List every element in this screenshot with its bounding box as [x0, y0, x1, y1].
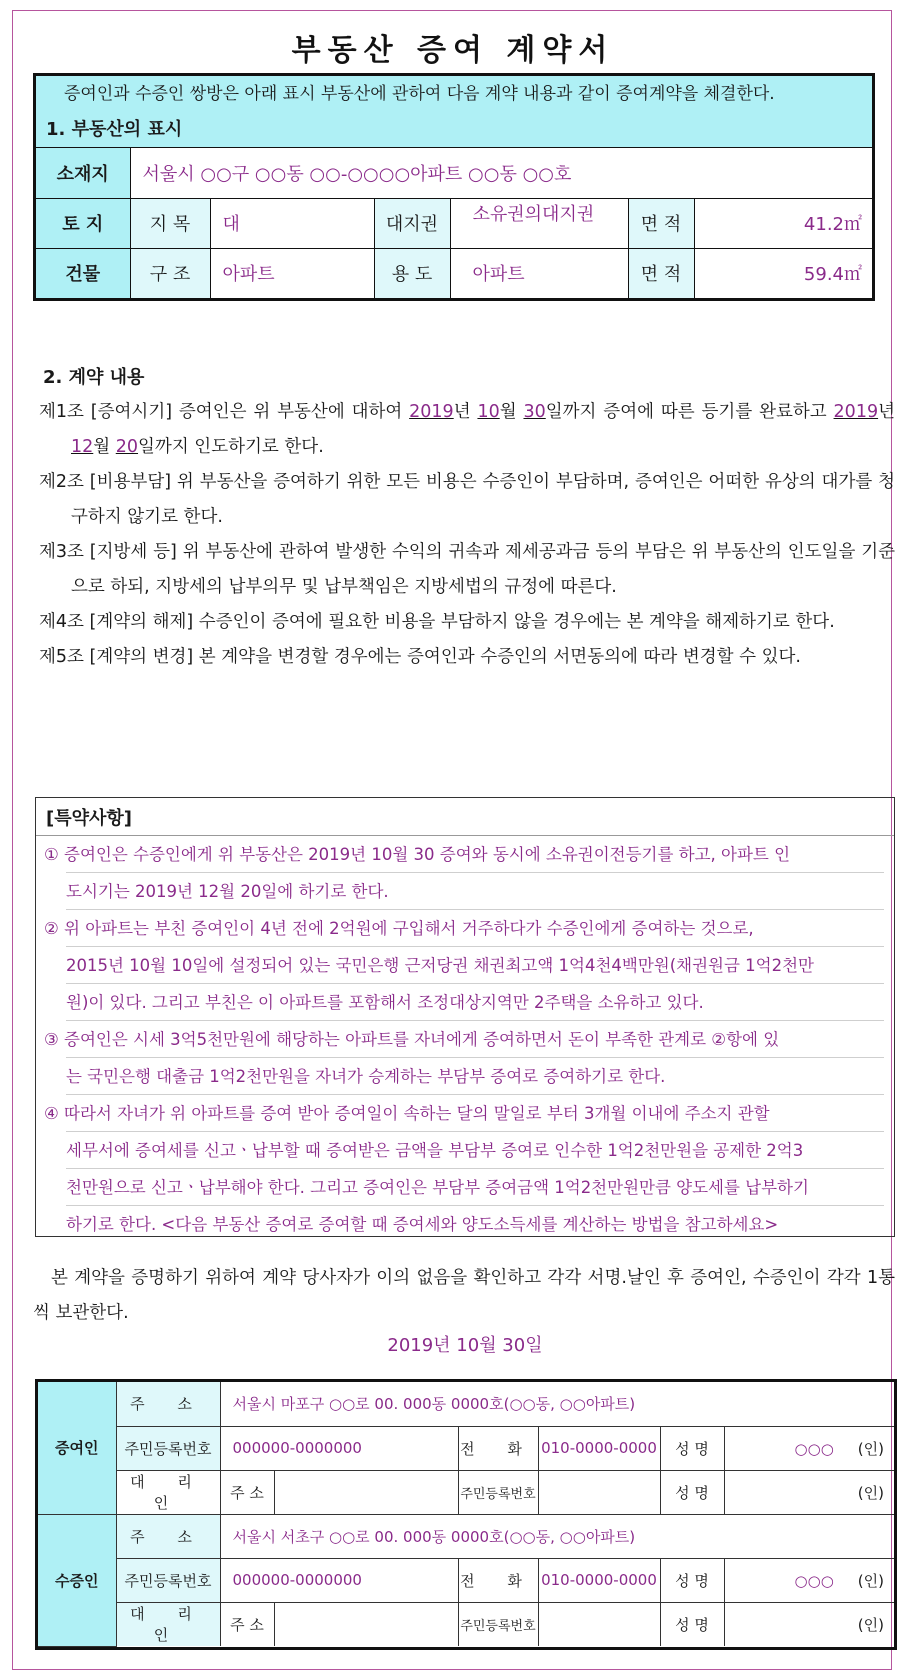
article-2: 제2조 [비용부담] 위 부동산을 증여하기 위한 모든 비용은 수증인이 부담하며, 증여인은 어떠한 유상의 대가를 청구하지 않기로 한다. [39, 472, 895, 527]
article-1 [39, 395, 895, 465]
donor-agent-row [38, 1470, 894, 1514]
donor-agent-label: 대 리 인 [116, 1470, 220, 1514]
special-line[interactable]: 천만원으로 신고ㆍ납부해야 한다. 그리고 증여인은 부담부 증여금액 1억2천만원만큼 양도세를 납부하기 [66, 1169, 884, 1206]
building-label: 건물 [36, 248, 130, 298]
location-row [36, 148, 872, 198]
use-value[interactable]: 아파트 [450, 248, 628, 298]
special-line[interactable]: 도시기는 2019년 12월 20일에 하기로 한다. [66, 873, 884, 910]
donee-id-value[interactable]: 000000-0000000 [220, 1558, 458, 1602]
donor-id-label: 주민등록번호 [116, 1426, 220, 1470]
donee-name-label: 성 명 [660, 1558, 724, 1602]
location-label: 소재지 [36, 148, 130, 198]
use-label: 용 도 [374, 248, 450, 298]
signature-section [35, 1379, 897, 1650]
land-label: 토 지 [36, 198, 130, 248]
special-terms-heading: [특약사항] [36, 798, 894, 836]
donee-name-value: ○○○ [794, 1571, 834, 1590]
donee-address-value[interactable]: 서울시 서초구 ○○로 00. 000동 0000호(○○동, ○○아파트) [220, 1514, 894, 1558]
donee-agent-id-value[interactable] [538, 1602, 660, 1646]
location-value[interactable]: 서울시 ○○구 ○○동 ○○-○○○○아파트 ○○동 ○○호 [130, 148, 872, 198]
document-title: 부동산 증여 계약서 [291, 33, 615, 68]
donor-agent-id-label: 주민등록번호 [458, 1470, 538, 1514]
donee-agent-address-label: 주 소 [220, 1602, 274, 1646]
article-4: 제4조 [계약의 해제] 수증인이 증여에 필요한 비용을 부담하지 않을 경우에는 본 계약을 해제하기로 한다. [39, 612, 835, 632]
donor-phone-label: 전 화 [458, 1426, 538, 1470]
donor-address-value[interactable]: 서울시 마포구 ○○로 00. 000동 0000호(○○동, ○○아파트) [220, 1382, 894, 1426]
special-line[interactable]: 하기로 한다. <다음 부동산 증여로 증여할 때 증여세와 양도소득세를 계산하는 방법을 참고하세요> [66, 1215, 779, 1234]
donee-address-label: 주 소 [116, 1514, 220, 1558]
donor-address-label: 주 소 [116, 1382, 220, 1426]
contract-date[interactable]: 2019년 10월 30일 [387, 1335, 543, 1356]
special-item-4 [36, 1095, 894, 1243]
donee-phone-label: 전 화 [458, 1558, 538, 1602]
article-1-text: 년 [878, 402, 895, 422]
article-1-text: 일까지 증여에 따른 등기를 완료하고 [545, 402, 834, 422]
donee-agent-label: 대 리 인 [116, 1602, 220, 1646]
land-area-label: 면 적 [628, 198, 694, 248]
intro-text: 증여인과 수증인 쌍방은 아래 표시 부동산에 관하여 다음 계약 내용과 같이 증여계약을 체결한다. [64, 84, 775, 104]
transfer-year[interactable]: 2019 [409, 402, 454, 422]
delivery-year[interactable]: 2019 [833, 402, 879, 422]
land-row [36, 198, 872, 248]
land-right-label: 대지권 [374, 198, 450, 248]
delivery-month[interactable]: 12 [71, 437, 94, 457]
article-1-text: 일까지 인도하기로 한다. [138, 437, 324, 457]
special-item-1 [36, 836, 894, 910]
special-line[interactable]: 는 국민은행 대출금 1억2천만원을 자녀가 승계하는 부담부 증여로 증여하기로 한다. [66, 1058, 884, 1095]
signature-table [38, 1382, 894, 1647]
special-terms-box [35, 797, 895, 1237]
land-category-value[interactable]: 대 [210, 198, 374, 248]
donee-agent-seal[interactable]: (인) [724, 1602, 894, 1646]
property-section [33, 73, 875, 301]
special-line[interactable]: ① 증여인은 수증인에게 위 부동산은 2019년 10월 30 증여와 동시에 소유권이전등기를 하고, 아파트 인 [66, 836, 884, 873]
donee-agent-row [38, 1602, 894, 1646]
donor-name-cell[interactable] [724, 1426, 894, 1470]
donee-agent-name-label: 성 명 [660, 1602, 724, 1646]
transfer-month[interactable]: 10 [477, 402, 500, 422]
donor-id-value[interactable]: 000000-0000000 [220, 1426, 458, 1470]
building-row [36, 248, 872, 298]
closing-statement: 본 계약을 증명하기 위하여 계약 당사자가 이의 없음을 확인하고 각각 서명.날인 후 증여인, 수증인이 각각 1통씩 보관한다. [33, 1268, 895, 1323]
special-line[interactable]: 2015년 10월 10일에 설정되어 있는 국민은행 근저당권 채권최고액 1억4천4백만원(채권원금 1억2천만 [66, 947, 884, 984]
donee-name-cell[interactable] [724, 1558, 894, 1602]
land-area-value[interactable]: 41.2㎡ [694, 198, 872, 248]
special-line[interactable]: 세무서에 증여세를 신고ㆍ납부할 때 증여받은 금액을 부담부 증여로 인수한 1억2천만원을 공제한 2억3 [66, 1132, 884, 1169]
donor-agent-address-label: 주 소 [220, 1470, 274, 1514]
special-item-2 [36, 910, 894, 1021]
intro-block [36, 76, 872, 148]
special-line[interactable]: 원)이 있다. 그리고 부친은 이 아파트를 포함해서 조정대상지역만 2주택을 소유하고 있다. [66, 984, 884, 1021]
building-area-label: 면 적 [628, 248, 694, 298]
building-area-value[interactable]: 59.4㎡ [694, 248, 872, 298]
donee-address-row [38, 1514, 894, 1558]
article-1-text: 월 [93, 437, 116, 457]
transfer-day[interactable]: 30 [523, 402, 546, 422]
land-right-value[interactable]: 소유권의대지권 [450, 198, 628, 248]
donor-seal: (인) [857, 1439, 884, 1458]
donor-agent-seal[interactable]: (인) [724, 1470, 894, 1514]
document-page [12, 10, 895, 1670]
article-1-text: 년 [453, 402, 478, 422]
donee-seal: (인) [857, 1571, 884, 1590]
donee-label: 수증인 [38, 1514, 116, 1646]
donee-id-row [38, 1558, 894, 1602]
land-category-label: 지 목 [130, 198, 210, 248]
article-1-text: 제1조 [증여시기] 증여인은 위 부동산에 대하여 [39, 402, 410, 422]
donor-address-row [38, 1382, 894, 1426]
donor-label: 증여인 [38, 1382, 116, 1514]
delivery-day[interactable]: 20 [115, 437, 139, 457]
donee-agent-id-label: 주민등록번호 [458, 1602, 538, 1646]
donor-name-value: ○○○ [794, 1439, 834, 1458]
donor-agent-address-value[interactable] [274, 1470, 458, 1514]
article-5: 제5조 [계약의 변경] 본 계약을 변경할 경우에는 증여인과 수증인의 서면동의에 따라 변경할 수 있다. [39, 647, 801, 667]
donor-agent-name-label: 성 명 [660, 1470, 724, 1514]
contract-terms-section [39, 363, 895, 675]
structure-label: 구 조 [130, 248, 210, 298]
special-line[interactable]: ③ 증여인은 시세 3억5천만원에 해당하는 아파트를 자녀에게 증여하면서 돈이 부족한 관계로 ②항에 있 [66, 1021, 884, 1058]
article-1-text: 월 [499, 402, 524, 422]
property-table [36, 148, 872, 298]
special-item-3 [36, 1021, 894, 1095]
section2-heading: 2. 계약 내용 [43, 367, 145, 388]
donee-phone-value[interactable]: 010-0000-0000 [538, 1558, 660, 1602]
structure-value[interactable]: 아파트 [210, 248, 374, 298]
donor-phone-value[interactable]: 010-0000-0000 [538, 1426, 660, 1470]
donor-name-label: 성 명 [660, 1426, 724, 1470]
special-line[interactable]: ② 위 아파트는 부친 증여인이 4년 전에 2억원에 구입해서 거주하다가 수증인에게 증여하는 것으로, [66, 910, 884, 947]
special-line[interactable]: ④ 따라서 자녀가 위 아파트를 증여 받아 증여일이 속하는 달의 말일로 부터 3개월 이내에 주소지 관할 [66, 1095, 884, 1132]
donor-agent-id-value[interactable] [538, 1470, 660, 1514]
article-3: 제3조 [지방세 등] 위 부동산에 관하여 발생한 수익의 귀속과 제세공과금 등의 부담은 위 부동산의 인도일을 기준으로 하되, 지방세의 납부의무 및 납부책임은 지방세법의 규정에 따른다. [39, 542, 895, 597]
donee-id-label: 주민등록번호 [116, 1558, 220, 1602]
section1-heading: 1. 부동산의 표시 [46, 119, 183, 140]
donor-id-row [38, 1426, 894, 1470]
donee-agent-address-value[interactable] [274, 1602, 458, 1646]
